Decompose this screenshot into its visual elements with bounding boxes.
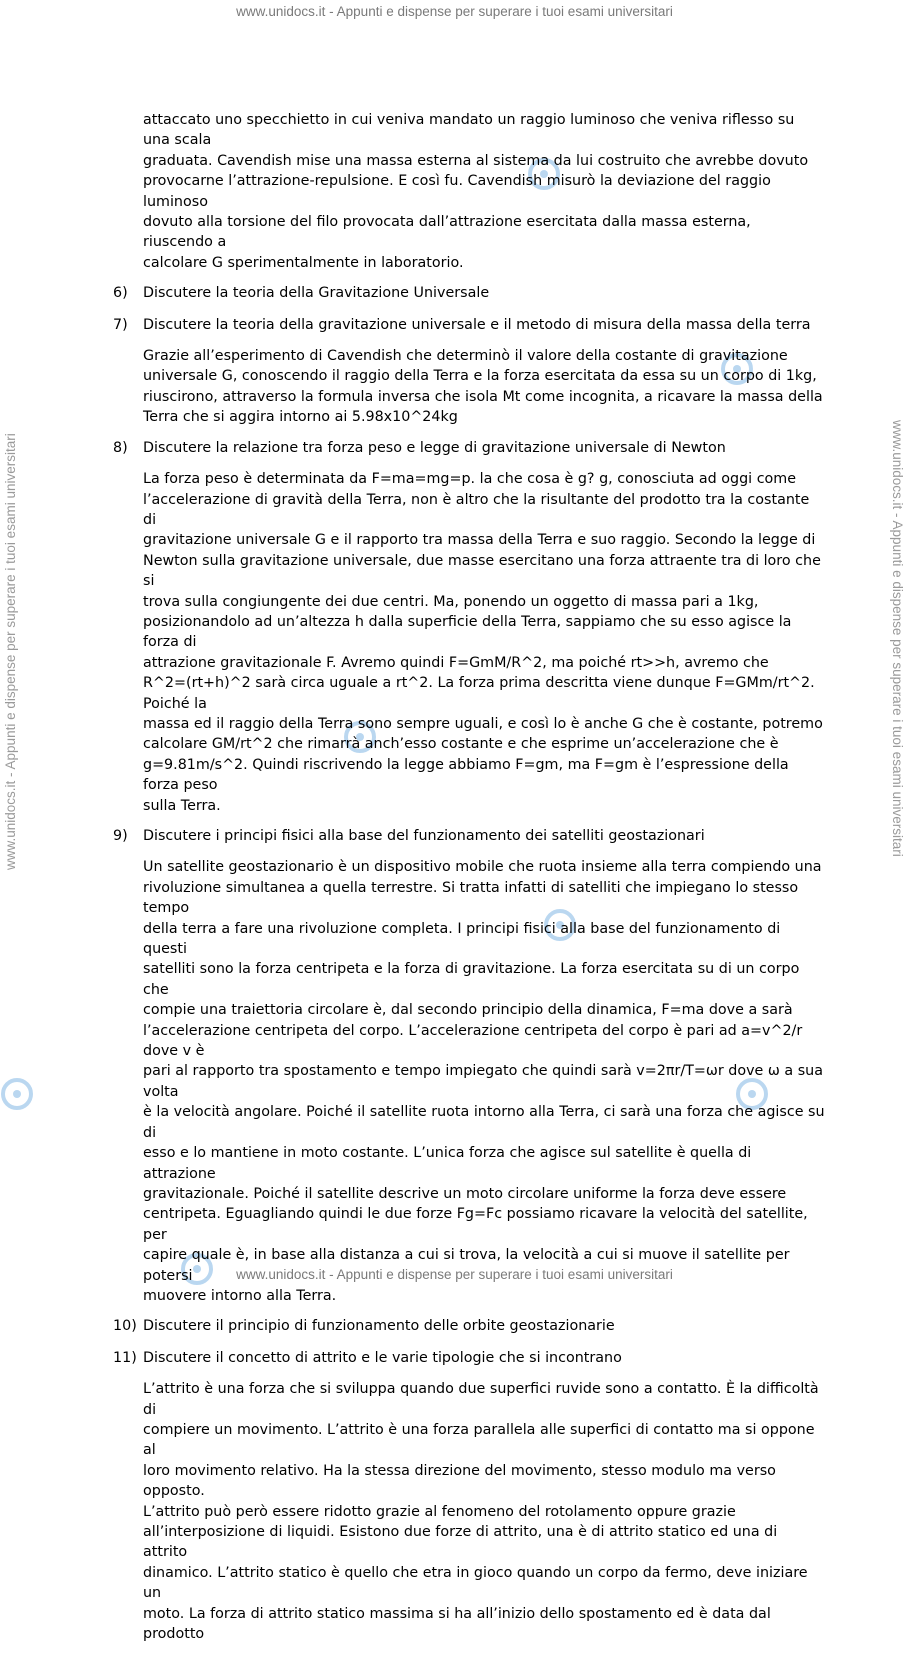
answer-paragraph: [143, 857, 825, 1306]
text-line: l’accelerazione di gravità della Terra, non è altro che la risultante del prodotto tra la costante di: [143, 491, 810, 528]
text-line: loro movimento relativo. Ha la stessa direzione del movimento, stesso modulo ma verso opposto.: [143, 1462, 776, 1500]
question-heading: [113, 826, 825, 846]
text-line: compiere un movimento. L’attrito è una forza parallela alle superfici di contatto ma si oppone al: [143, 1421, 815, 1459]
question-title: Discutere i principi fisici alla base del funzionamento dei satelliti geostazionari: [143, 828, 705, 844]
text-line: Un satellite geostazionario è un dispositivo mobile che ruota insieme alla terra compiendo una: [143, 859, 822, 876]
text-line: satelliti sono la forza centripeta e la forza di gravitazione. La forza esercitata su di un corpo che: [143, 961, 800, 998]
question-number: 11): [113, 1349, 137, 1366]
question-number: 10): [113, 1318, 137, 1335]
text-line: gravitazione universale G e il rapporto tra massa della Terra e suo raggio. Secondo la legge di: [143, 532, 816, 549]
question-title: Discutere la teoria della Gravitazione Universale: [143, 285, 490, 302]
text-line: attrazione gravitazionale F. Avremo quindi F=GmM/R^2, ma poiché rt>>h, avremo che: [143, 654, 769, 671]
text-line: La forza peso è determinata da F=ma=mg=p. la che cosa è g? g, conosciuta ad oggi come: [143, 471, 797, 488]
text-line: all’interposizione di liquidi. Esistono due forze di attrito, una è di attrito statico ed una di attrito: [143, 1524, 778, 1561]
text-line: dovuto alla torsione del filo provocata dall’attrazione esercitata dalla massa esterna, riuscendo a: [143, 214, 751, 251]
text-line: provocarne l’attrazione-repulsione. E così fu. Cavendish misurò la deviazione del raggio luminoso: [143, 173, 771, 210]
text-line: R^2=(rt+h)^2 sarà circa uguale a rt^2. La forza prima descritta viene dunque F=GMm/rt^2. Poiché la: [143, 675, 815, 712]
watermark-header: www.unidocs.it - Appunti e dispense per superare i tuoi esami universitari: [236, 4, 673, 19]
text-line: dinamico. L’attrito statico è quello che etra in gioco quando un corpo da fermo, deve iniziare un: [143, 1564, 808, 1602]
question-title: Discutere la teoria della gravitazione universale e il metodo di misura della massa della terra: [143, 316, 811, 333]
question-number: 6): [113, 285, 128, 302]
question-number: 7): [113, 316, 128, 333]
question-heading: [113, 438, 825, 458]
question-number: 9): [113, 828, 128, 844]
text-line: moto. La forza di attrito statico massima si ha all’inizio dello spostamento ed è data dal prodotto: [143, 1605, 771, 1643]
text-line: L’attrito è una forza che si sviluppa quando due superfici ruvide sono a contatto. È la difficoltà di: [143, 1381, 819, 1418]
text-line: g=9.81m/s^2. Quindi riscrivendo la legge abbiamo F=gm, ma F=gm è l’espressione della forza peso: [143, 756, 789, 794]
question-number: 8): [113, 439, 128, 456]
question-heading: [113, 315, 825, 335]
document-body: [113, 110, 825, 1654]
text-line: trova sulla congiungente dei due centri. Ma, ponendo un oggetto di massa pari a 1kg,: [143, 593, 759, 610]
question-title: Discutere la relazione tra forza peso e legge di gravitazione universale di Newton: [143, 439, 726, 456]
text-line: l’accelerazione centripeta del corpo. L’accelerazione centripeta del corpo è pari ad a=v^2/r dove v è: [143, 1022, 803, 1060]
text-line: Terra che si aggira intorno ai 5.98x10^24kg: [143, 409, 458, 426]
watermark-side-right: www.unidocs.it - Appunti e dispense per superare i tuoi esami universitari: [890, 420, 905, 857]
question-heading: [113, 1348, 825, 1368]
watermark-side-left: www.unidocs.it - Appunti e dispense per superare i tuoi esami universitari: [3, 433, 18, 870]
text-line: calcolare G sperimentalmente in laboratorio.: [143, 254, 464, 271]
text-line: gravitazionale. Poiché il satellite descrive un moto circolare uniforme la forza deve essere: [143, 1185, 787, 1202]
text-line: Newton sulla gravitazione universale, due masse esercitano una forza attraente tra di loro che si: [143, 552, 821, 590]
text-line: capire quale è, in base alla distanza a cui si trova, la velocità a cui si muove il satellite per potersi: [143, 1247, 790, 1284]
watermark-footer: www.unidocs.it - Appunti e dispense per superare i tuoi esami universitari: [236, 1267, 673, 1282]
text-line: esso e lo mantiene in moto costante. L’unica forza che agisce sul satellite è quella di attrazione: [143, 1145, 752, 1182]
text-line: rivoluzione simultanea a quella terrestre. Si tratta infatti di satelliti che impiegano lo stesso tempo: [143, 879, 799, 917]
text-line: universale G, conoscendo il raggio della Terra e la forza esercitata da essa su un corpo di 1kg,: [143, 368, 817, 385]
text-line: sulla Terra.: [143, 797, 221, 814]
text-line: graduata. Cavendish mise una massa esterna al sistema da lui costruito che avrebbe dovuto: [143, 152, 809, 169]
question-title: Discutere il concetto di attrito e le varie tipologie che si incontrano: [143, 1349, 622, 1366]
text-line: L’attrito può però essere ridotto grazie al fenomeno del rotolamento oppure grazie: [143, 1503, 736, 1520]
text-line: muovere intorno alla Terra.: [143, 1287, 337, 1304]
intro-paragraph: [143, 110, 825, 273]
text-line: centripeta. Eguagliando quindi le due forze Fg=Fc possiamo ricavare la velocità del satellite, per: [143, 1206, 808, 1243]
text-line: compie una traiettoria circolare è, dal secondo principio della dinamica, F=ma dove a sarà: [143, 1002, 793, 1019]
text-line: è la velocità angolare. Poiché il satellite ruota intorno alla Terra, ci sarà una forza che agisce su di: [143, 1104, 825, 1141]
text-line: pari al rapporto tra spostamento e tempo impiegato che quindi sarà v=2πr/T=ωr dove ω a sua volta: [143, 1063, 823, 1100]
text-line: posizionandolo ad un’altezza h dalla superficie della Terra, sappiamo che su esso agisce la forza di: [143, 613, 792, 651]
text-line: riuscirono, attraverso la formula inversa che isola Mt come incognita, a ricavare la massa della: [143, 388, 823, 405]
text-line: Grazie all’esperimento di Cavendish che determinò il valore della costante di gravitazione: [143, 348, 788, 365]
answer-paragraph: [143, 1379, 825, 1644]
text-line: calcolare GM/rt^2 che rimarrà anch’esso costante e che esprime un’accelerazione che è: [143, 736, 779, 753]
answer-paragraph: [143, 346, 825, 428]
answer-paragraph: [143, 469, 825, 816]
text-line: della terra a fare una rivoluzione completa. I principi fisici alla base del funzionamento di questi: [143, 920, 781, 958]
question-heading: [113, 1316, 825, 1336]
text-line: massa ed il raggio della Terra sono sempre uguali, e così lo è anche G che è costante, potremo: [143, 715, 823, 732]
unidocs-logo-icon: [0, 1077, 34, 1111]
question-title: Discutere il principio di funzionamento delle orbite geostazionarie: [143, 1318, 615, 1335]
question-heading: [113, 283, 825, 303]
text-line: attaccato uno specchietto in cui veniva mandato un raggio luminoso che veniva riflesso su una scala: [143, 112, 795, 149]
